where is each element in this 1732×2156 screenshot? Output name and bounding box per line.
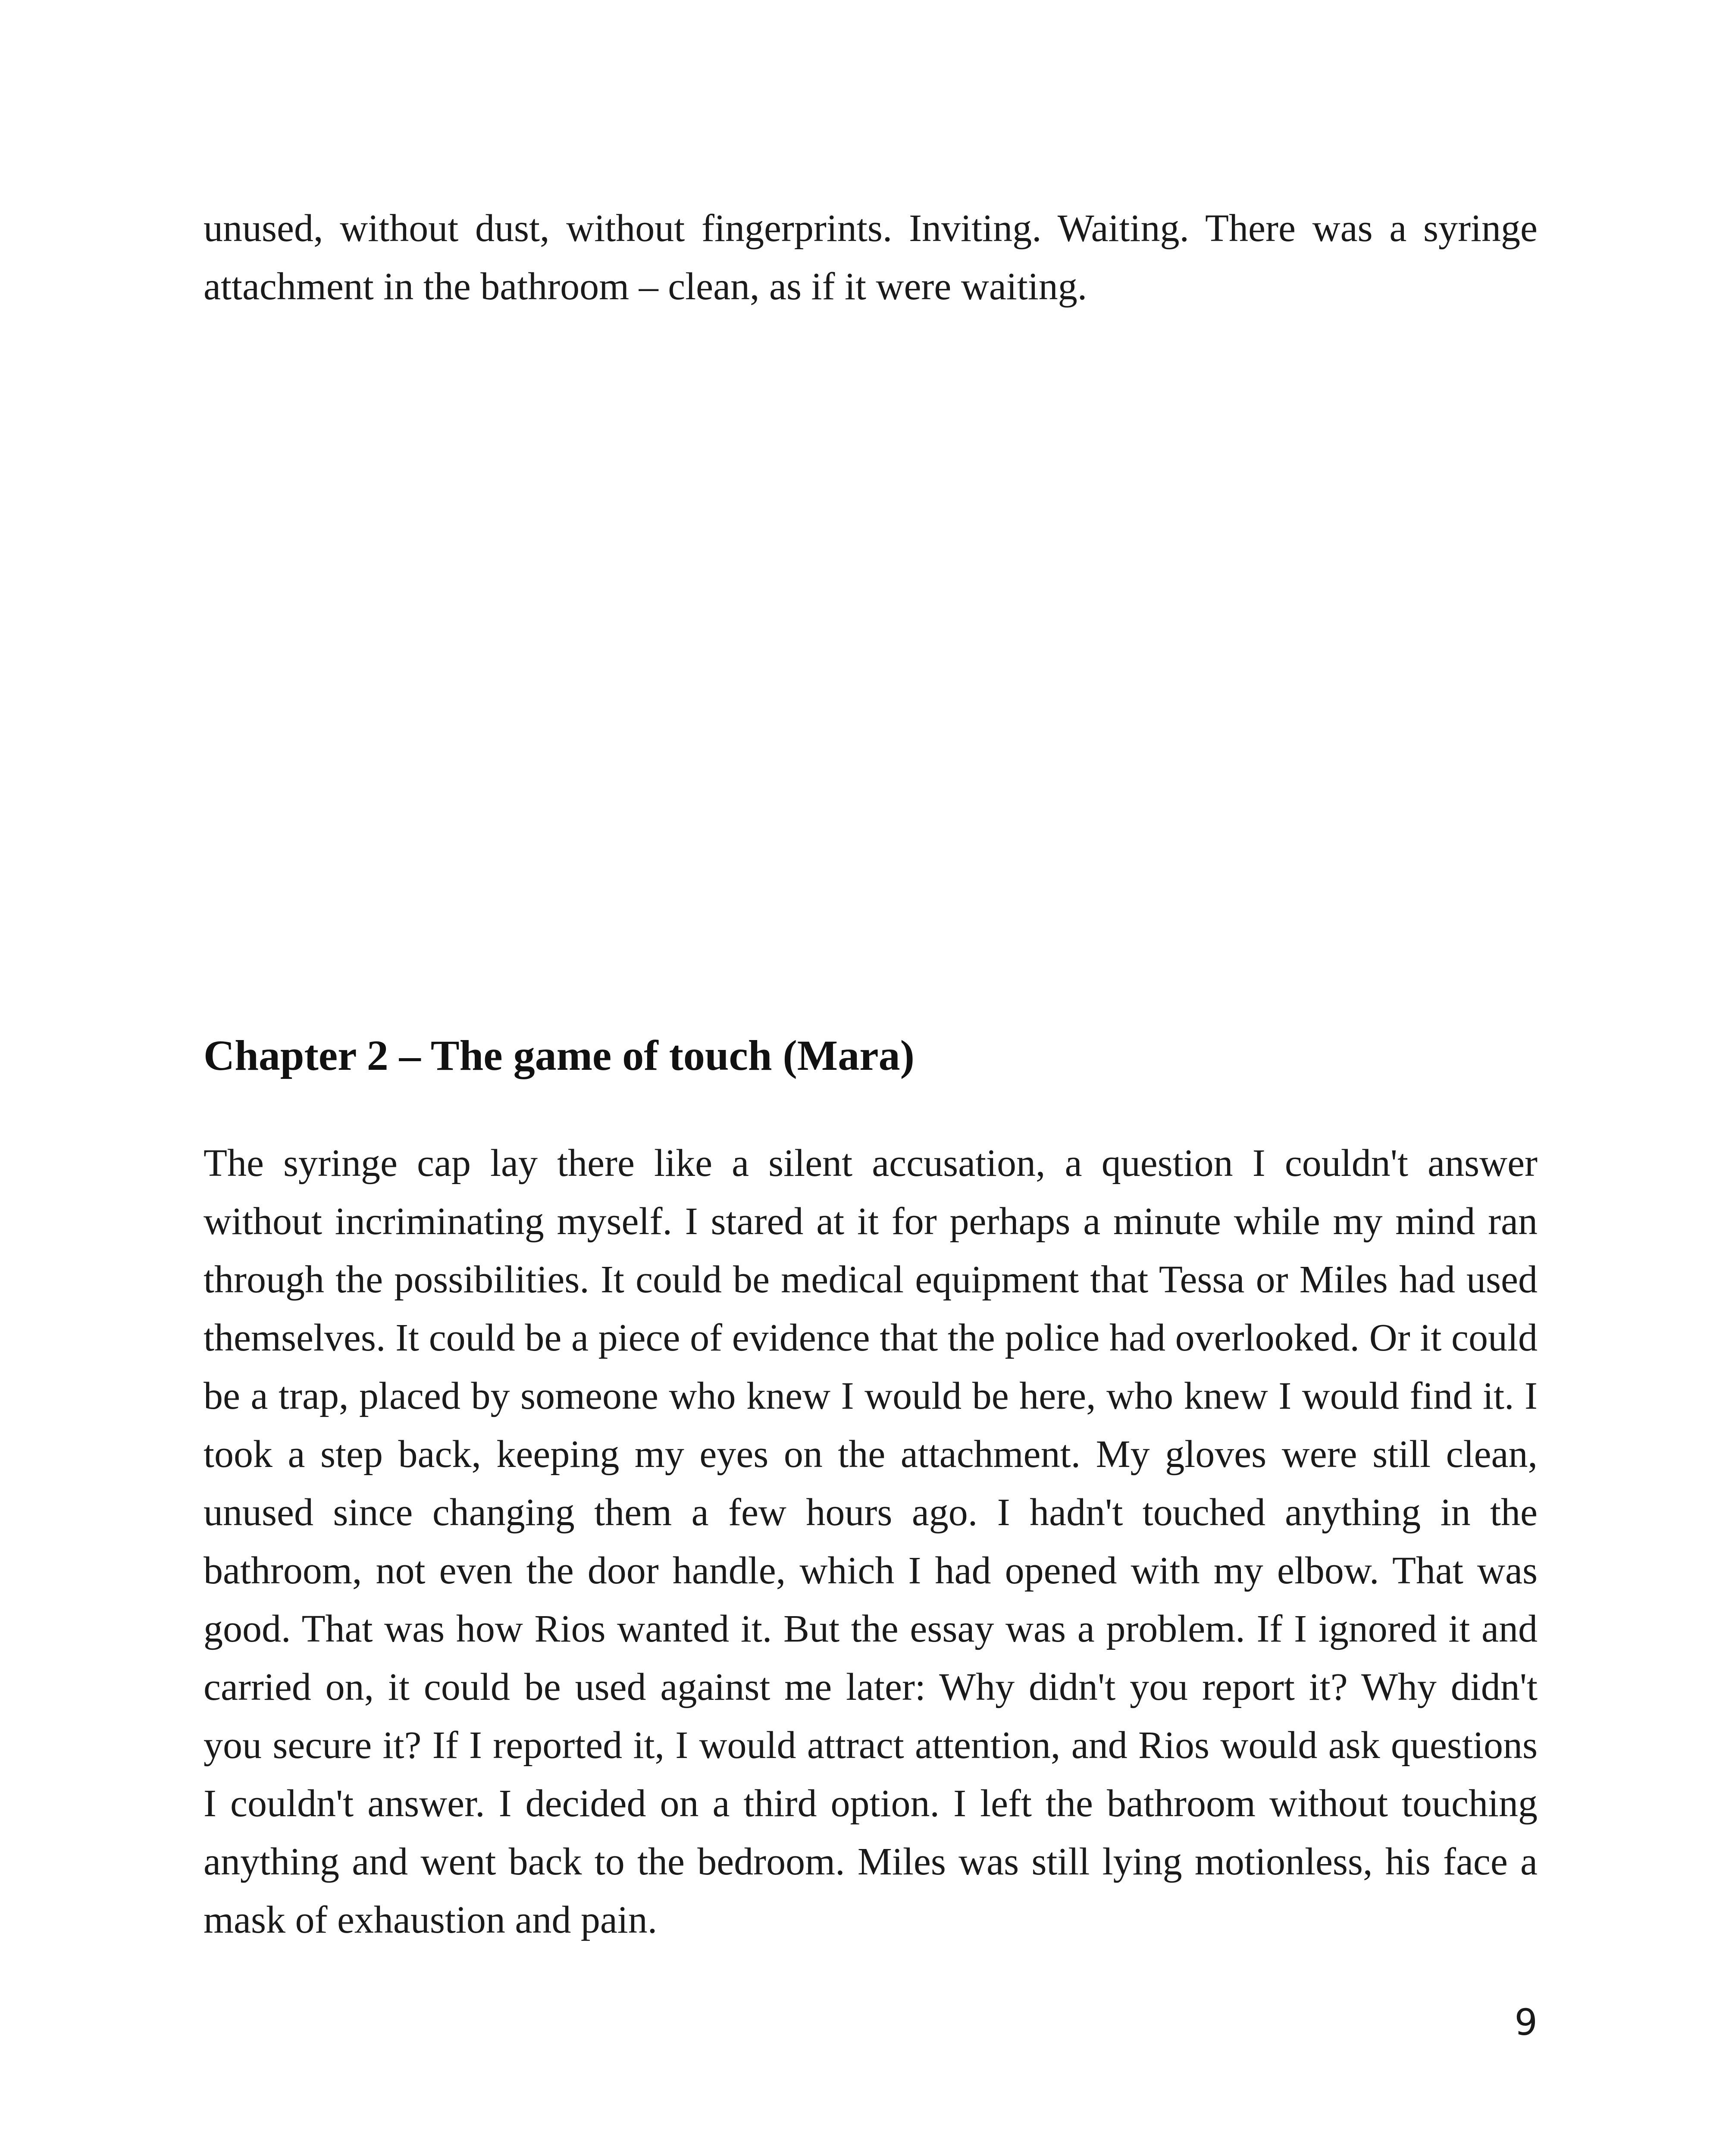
chapter-heading: Chapter 2 – The game of touch (Mara) <box>204 1031 915 1079</box>
page-number: 9 <box>1514 2001 1538 2043</box>
continued-paragraph: unused, without dust, without fingerprints. Inviting. Waiting. There was a syringe attachment in the bathroom – clean, as if it were waiting. <box>204 207 1538 308</box>
chapter-paragraph: The syringe cap lay there like a silent accusation, a question I couldn't answer without incriminating myself. I stared at it for perhaps a minute while my mind ran through the possibilities. It could be medical equipment that Tessa or Miles had used themselves. It could be a piece of evidence that the police had overlooked. Or it could be a trap, placed by someone who knew I would be here, who knew I would find it. I took a step back, keeping my eyes on the attachment. My gloves were still clean, unused since changing them a few hours ago. I hadn't touched anything in the bathroom, not even the door handle, which I had opened with my elbow. That was good. That was how Rios wanted it. But the essay was a problem. If I ignored it and carried on, it could be used against me later: Why didn't you report it? Why didn't you secure it? If I reported it, I would attract attention, and Rios would ask questions I couldn't answer. I decided on a third option. I left the bathroom without touching anything and went back to the bedroom. Miles was still lying motionless, his face a mask of exhaustion and pain. <box>204 1142 1538 1941</box>
